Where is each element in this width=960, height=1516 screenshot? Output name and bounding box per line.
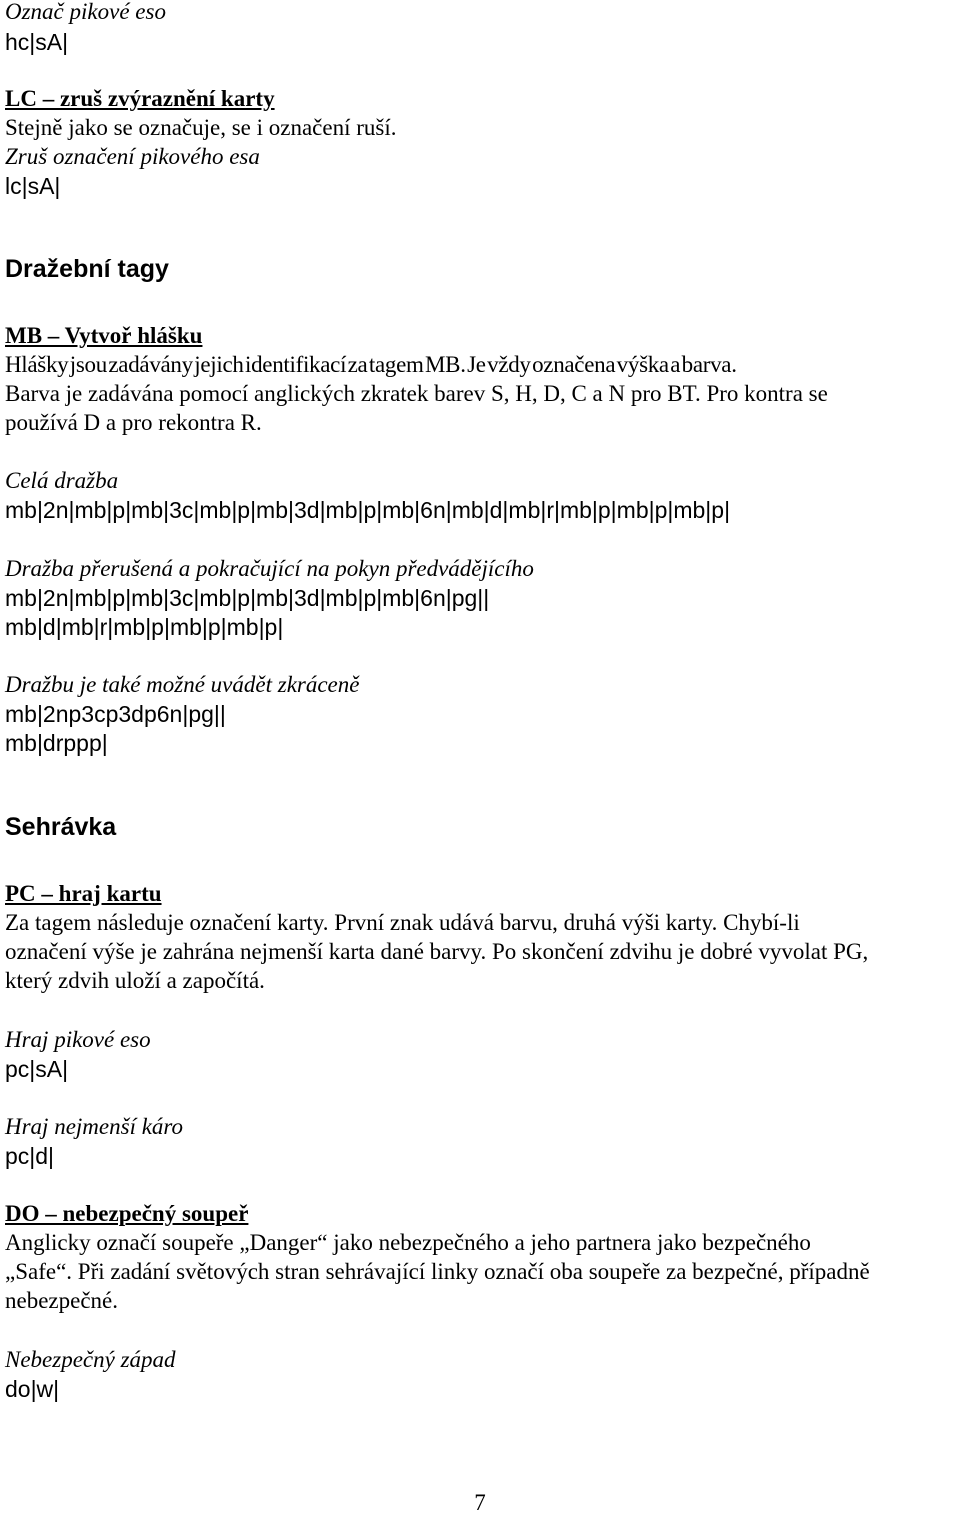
do-text: Anglicky označí soupeře „Danger“ jako nebezpečného a jeho partnera jako bezpečného xyxy=(5,1230,811,1255)
mb-text: Hlášky jsou zadávány jejich identifikací za tagem MB. Je vždy označena výška a barva. xyxy=(5,352,737,377)
example-code: hc|sA| xyxy=(5,29,69,55)
mb-text: používá D a pro rekontra R. xyxy=(5,410,262,435)
example-label: Hraj nejmenší káro xyxy=(5,1114,184,1139)
do-heading: DO – nebezpečný soupeř xyxy=(5,1201,249,1226)
example-code: mb|d|mb|r|mb|p|mb|p|mb|p| xyxy=(5,614,284,640)
example-code: mb|2np3cp3dp6n|pg|| xyxy=(5,701,226,727)
pc-text: který zdvih uloží a započítá. xyxy=(5,968,265,993)
example-code: mb|drppp| xyxy=(5,730,108,756)
section-title: Dražební tagy xyxy=(5,255,169,283)
example-code: lc|sA| xyxy=(5,173,61,199)
lc-text: Stejně jako se označuje, se i označení ruší. xyxy=(5,115,397,140)
lc-heading: LC – zruš zvýraznění karty xyxy=(5,86,275,111)
example-label: Nebezpečný západ xyxy=(5,1347,176,1372)
example-label: Dražbu je také možné uvádět zkráceně xyxy=(5,672,360,697)
example-code: do|w| xyxy=(5,1376,60,1402)
pc-text: Za tagem následuje označení karty. První znak udává barvu, druhá výši karty. Chybí-li xyxy=(5,910,800,935)
do-text: „Safe“. Při zadání světových stran sehrávající linky označí oba soupeře za bezpečné, případně xyxy=(5,1259,870,1284)
section-title: Sehrávka xyxy=(5,813,117,841)
example-code: pc|sA| xyxy=(5,1056,69,1082)
example-label: Hraj pikové eso xyxy=(5,1027,151,1052)
mb-text: Barva je zadávána pomocí anglických zkratek barev S, H, D, C a N pro BT. Pro kontra se xyxy=(5,381,828,406)
example-label: Celá dražba xyxy=(5,468,119,493)
page-number: 7 xyxy=(474,1490,486,1515)
example-code: mb|2n|mb|p|mb|3c|mb|p|mb|3d|mb|p|mb|6n|mb|d|mb|r|mb|p|mb|p|mb|p| xyxy=(5,497,731,523)
pc-heading: PC – hraj kartu xyxy=(5,881,162,906)
example-code: pc|d| xyxy=(5,1143,55,1169)
mb-heading: MB – Vytvoř hlášku xyxy=(5,323,203,348)
do-text: nebezpečné. xyxy=(5,1288,119,1313)
example-label: Zruš označení pikového esa xyxy=(5,144,260,169)
example-label: Dražba přerušená a pokračující na pokyn předvádějícího xyxy=(5,556,534,581)
example-code: mb|2n|mb|p|mb|3c|mb|p|mb|3d|mb|p|mb|6n|pg|| xyxy=(5,585,490,611)
example-label: Označ pikové eso xyxy=(5,0,166,24)
pc-text: označení výše je zahrána nejmenší karta dané barvy. Po skončení zdvihu je dobré vyvolat PG, xyxy=(5,939,869,964)
